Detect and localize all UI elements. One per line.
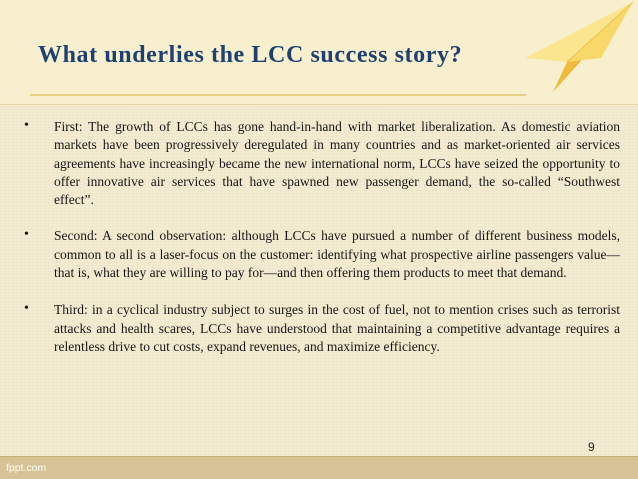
bullet-text: Third: in a cyclical industry subject to surges in the cost of fuel, not to mention crises such as terrorist attacks and health scares, LCCs have understood that maintaining a competitive advantage requires a relentless drive to cut costs, expand revenues, and maximize efficiency. [54,302,620,354]
title-underline [30,94,526,96]
page-number: 9 [588,440,595,454]
slide-title: What underlies the LCC success story? [38,42,463,68]
bullet-marker: • [24,301,29,317]
footer-bar [0,456,638,479]
bullet-item-second [24,227,620,282]
bullet-text: First: The growth of LCCs has gone hand-in-hand with market liberalization. As domestic aviation markets have been progressively deregulated in many countries and as market-oriented air services agreements have increasingly became the new international norm, LCCs have seized the opportunity to offer innovative air services that have spawned new passenger demand, the so-called “Southwest effect”. [54,119,620,208]
bullet-marker: • [24,118,29,133]
paper-plane-icon [505,0,638,104]
footer-brand: fppt.com [6,462,47,474]
bullet-list [24,118,620,374]
bullet-text: Second: A second observation: although LCCs have pursued a number of different business models, common to all is a laser-focus on the customer: identifying what prospective airline passengers value—that is, what they are willing to pay for—and then offering them products to meet that demand. [54,228,620,281]
bullet-marker: • [24,227,29,243]
bullet-item-first [24,118,620,209]
bullet-item-third [24,301,620,356]
